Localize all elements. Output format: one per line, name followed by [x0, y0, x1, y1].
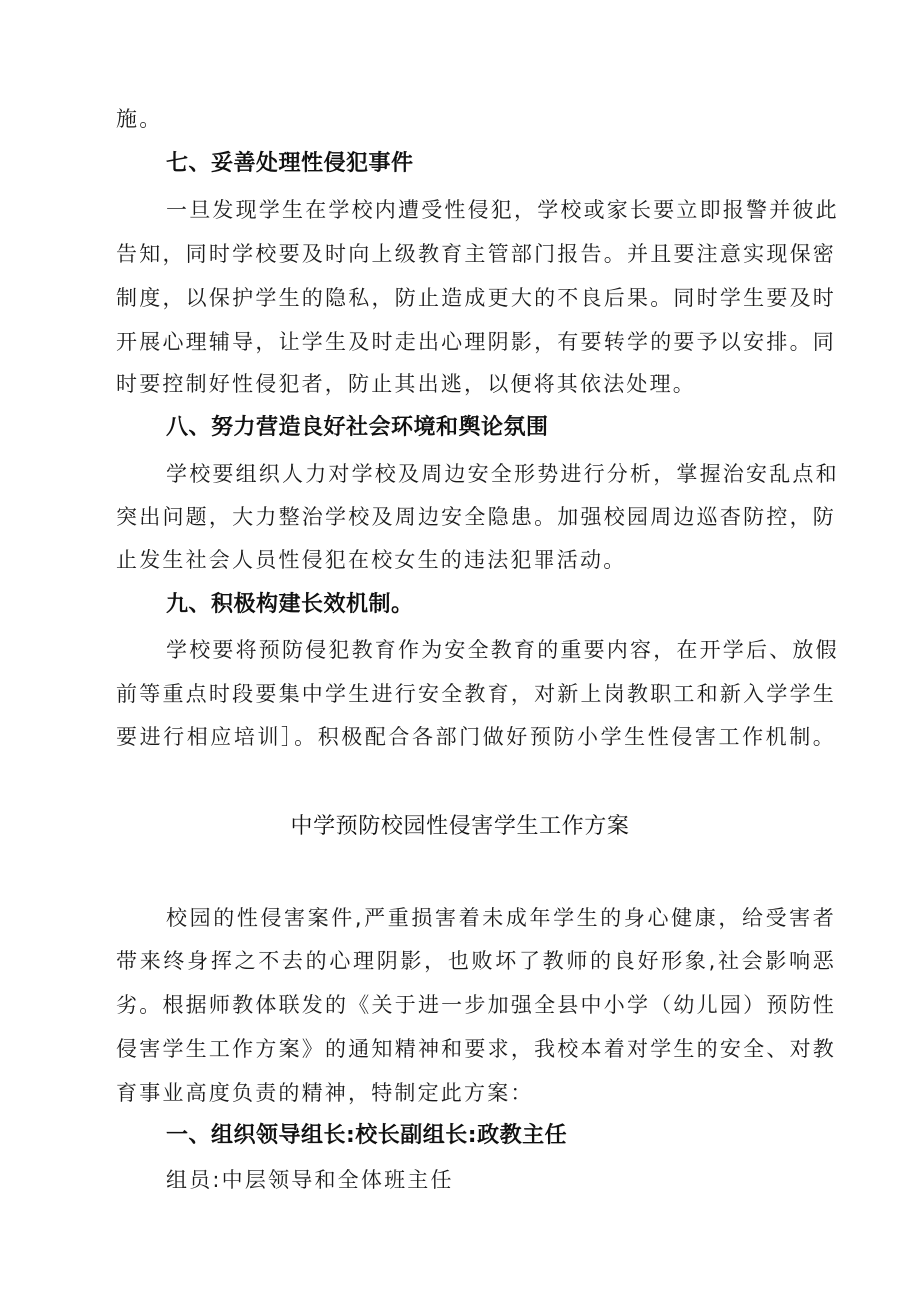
section-heading-8: 八、努力营造良好社会环境和舆论氛围 [166, 415, 549, 440]
intro-line-5: 育事业高度负责的精神，特制定此方案： [116, 1081, 534, 1105]
continuation-text: 施。 [116, 107, 163, 131]
paragraph-9-line-3: 要进行相应培训］。积极配合各部门做好预防小学生性侵害工作机制。 [116, 725, 836, 749]
paragraph-9-line-1: 学校要将预防侵犯教育作为安全教育的重要内容，在开学后、放假 [166, 638, 839, 662]
intro-line-4: 侵害学生工作方案》的通知精神和要求，我校本着对学生的安全、对教 [116, 1037, 836, 1061]
organization-heading: 一、组织领导组长:校长副组长:政教主任 [166, 1123, 568, 1148]
paragraph-7-line-1: 一旦发现学生在学校内遭受性侵犯，学校或家长要立即报警并彼此 [166, 198, 839, 222]
paragraph-7-line-3: 制度，以保护学生的隐私，防止造成更大的不良后果。同时学生要及时 [116, 286, 836, 310]
intro-line-2: 带来终身挥之不去的心理阴影，也败坏了教师的良好形象,社会影响恶 [116, 949, 836, 973]
members-line: 组员:中层领导和全体班主任 [166, 1168, 454, 1192]
paragraph-7-line-5: 时要控制好性侵犯者，防止其出逃，以便将其依法处理。 [116, 372, 696, 396]
paragraph-8-line-1: 学校要组织人力对学校及周边安全形势进行分析，掌握治安乱点和 [166, 462, 839, 486]
section-heading-9: 九、积极构建长效机制。 [166, 592, 414, 617]
document-title: 中学预防校园性侵害学生工作方案 [290, 814, 630, 839]
paragraph-8-line-2: 突出问题，大力整治学校及周边安全隐患。加强校园周边巡杳防控，防 [116, 505, 836, 529]
intro-line-3: 劣。根据师教体联发的《关于进一步加强全县中小学（幼儿园）预防性 [116, 993, 836, 1017]
paragraph-7-line-2: 告知，同时学校要及时向上级教育主管部门报告。并且要注意实现保密 [116, 242, 836, 266]
paragraph-8-line-3: 止发生社会人员性侵犯在校女生的违法犯罪活动。 [116, 548, 627, 572]
paragraph-9-line-2: 前等重点时段要集中学生进行安全教育，对新上岗教职工和新入学学生 [116, 682, 836, 706]
section-heading-7: 七、妥善处理性侵犯事件 [166, 151, 414, 176]
paragraph-7-line-4: 开展心理辅导，让学生及时走出心理阴影，有要转学的要予以安排。同 [116, 330, 836, 354]
intro-line-1: 校园的性侵害案件,严重损害着未成年学生的身心健康，给受害者 [166, 906, 836, 930]
